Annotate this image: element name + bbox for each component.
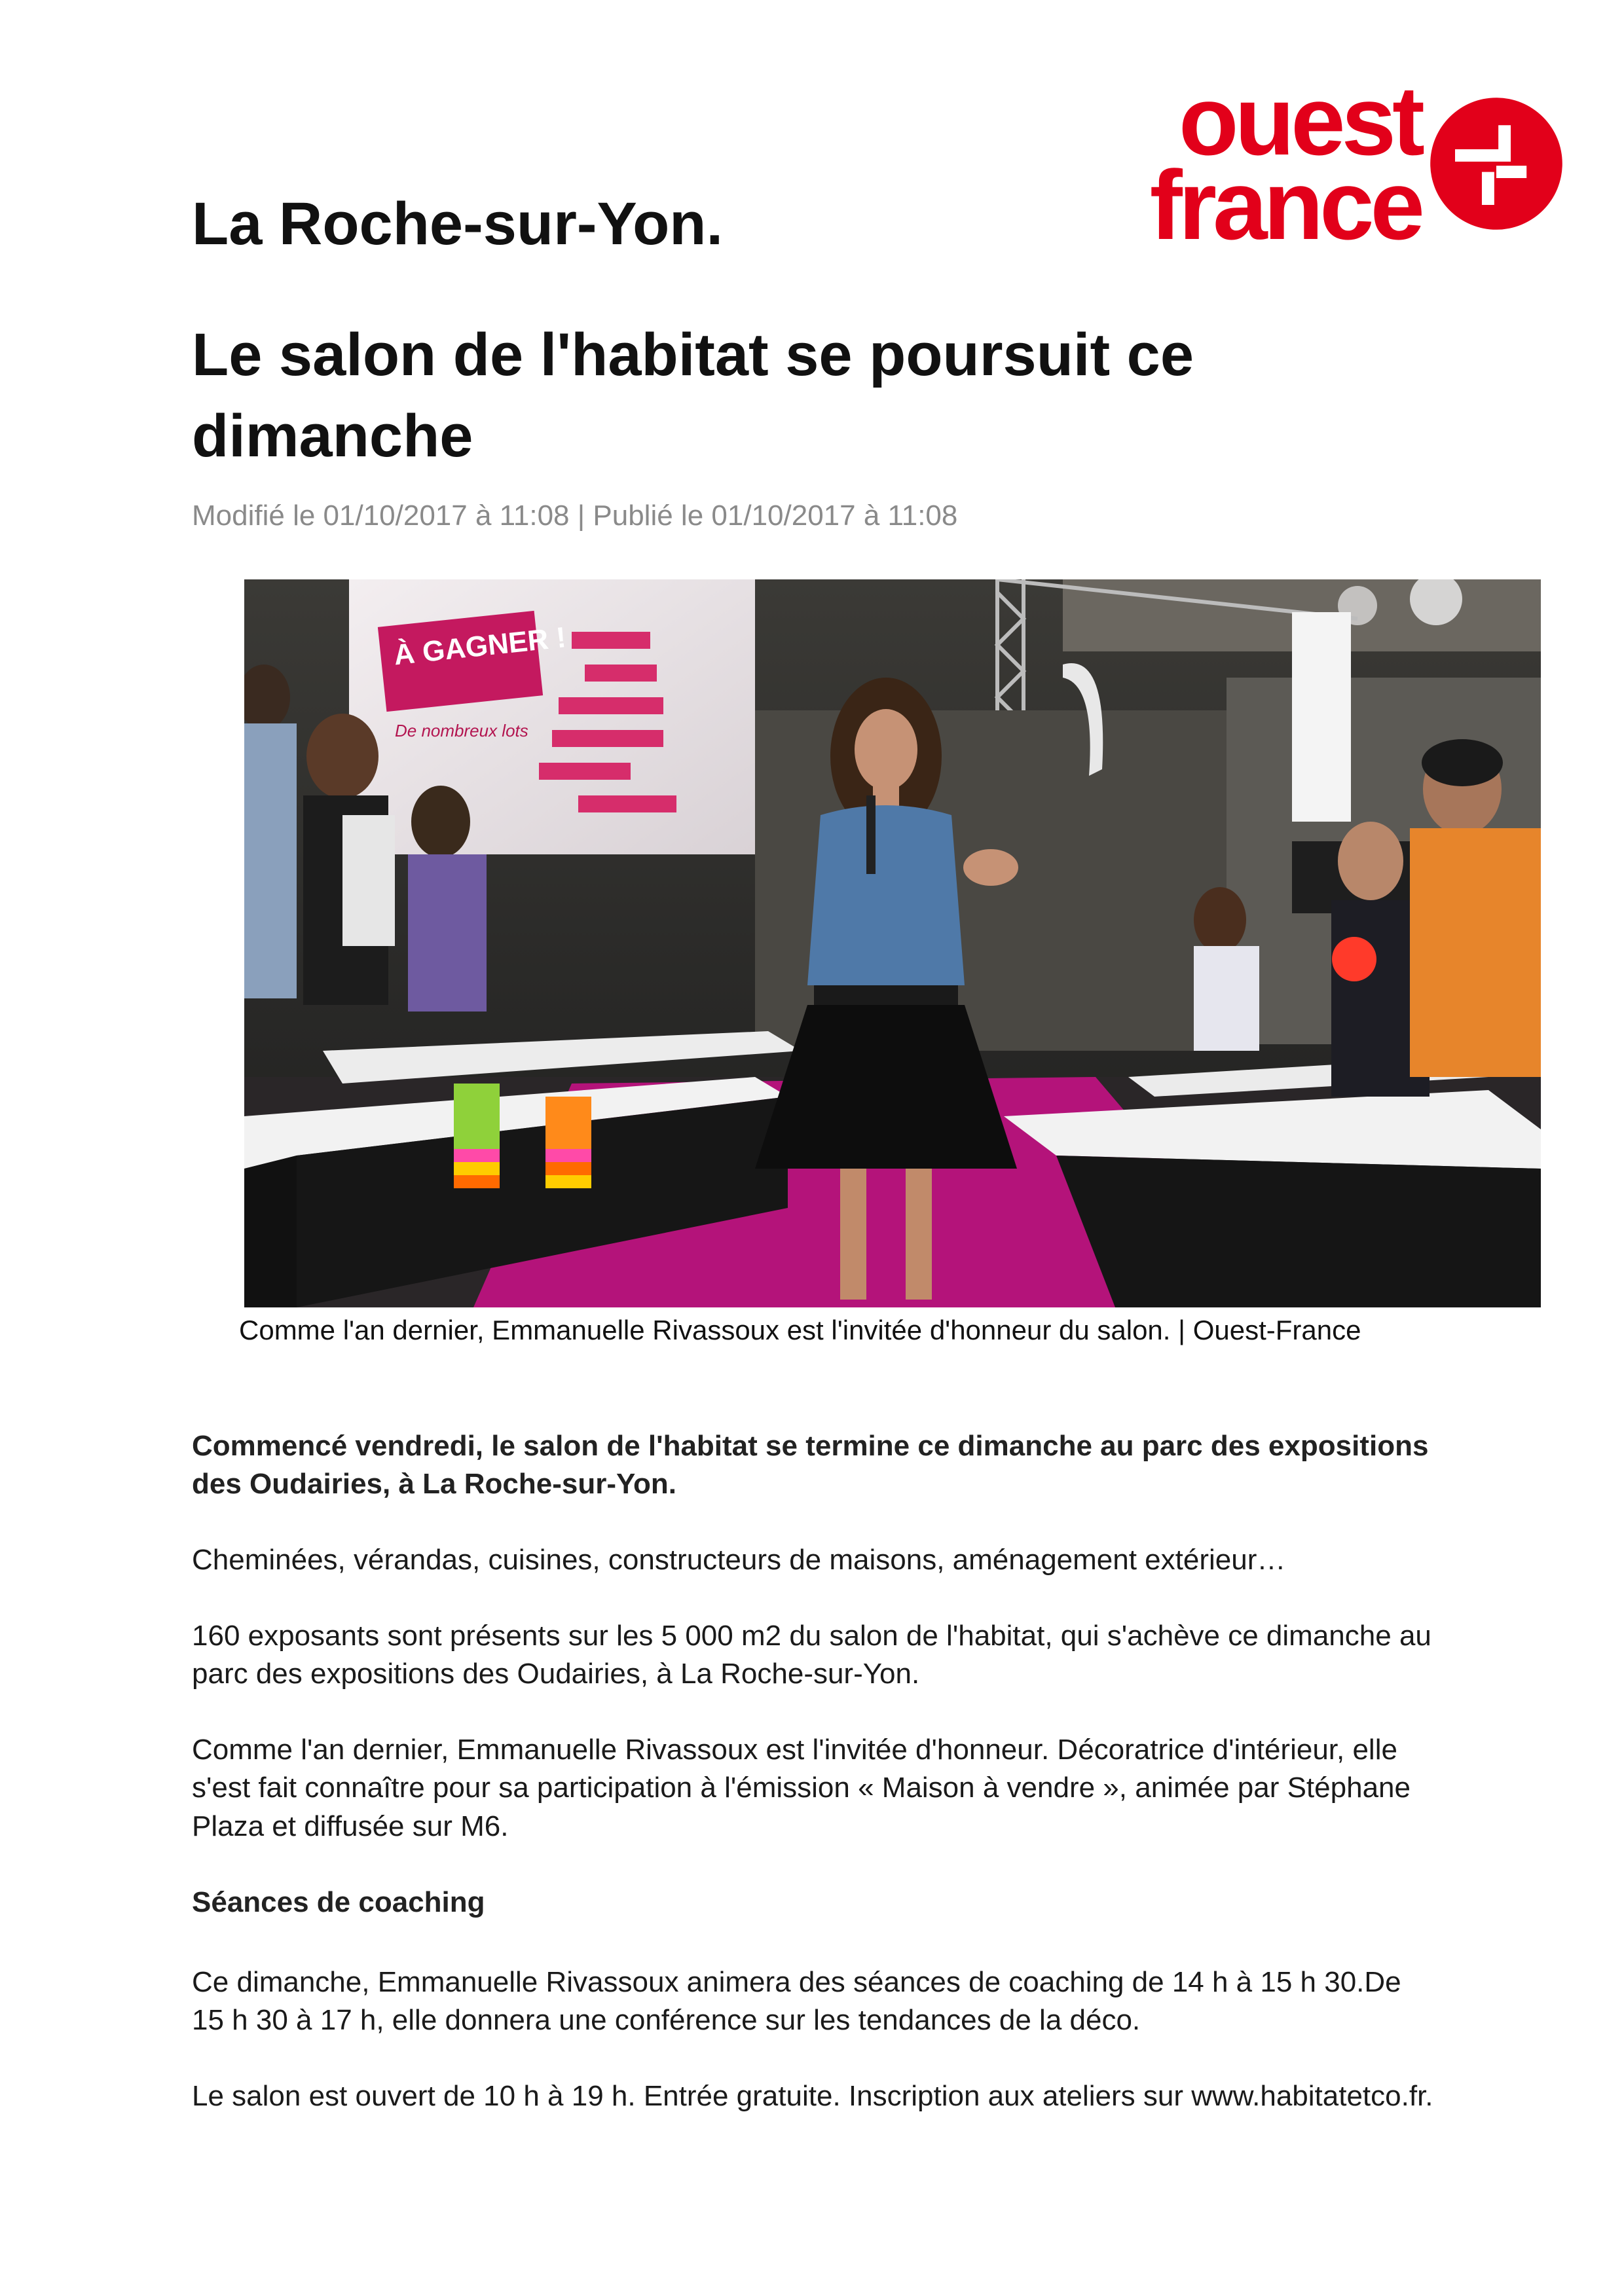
article-title: Le salon de l'habitat se poursuit ce dimanche	[192, 321, 1194, 470]
logo-wordmark	[1100, 65, 1421, 260]
article-dates: Modifié le 01/10/2017 à 11:08 | Publié le 01/10/2017 à 11:08	[192, 500, 958, 532]
article-photo	[244, 579, 1541, 1307]
screen-heading: À GAGNER !	[392, 621, 568, 672]
logo-line-2: france	[1149, 150, 1421, 260]
article-paragraph: Le salon est ouvert de 10 h à 19 h. Entrée gratuite. Inscription aux ateliers sur www.habitatetco.fr.	[192, 2079, 1433, 2112]
article-subheading: Séances de coaching	[192, 1886, 485, 1918]
ouest-france-logo	[1100, 65, 1572, 260]
article-body	[192, 1427, 1436, 2153]
article-paragraph: 160 exposants sont présents sur les 5 000 m2 du salon de l'habitat, qui s'achève ce dimanche au parc des expositions des Oudairies, à La Roche-sur-Yon.	[192, 1620, 1431, 1690]
article-kicker: La Roche-sur-Yon.	[192, 191, 724, 257]
article-paragraph: Comme l'an dernier, Emmanuelle Rivassoux est l'invitée d'honneur. Décoratrice d'intérieur, elle s'est fait connaître pour sa participation à l'émission « Maison à vendre », animée par Stéphane Plaza et diffusée sur M6.	[192, 1734, 1411, 1842]
article-paragraph: Ce dimanche, Emmanuelle Rivassoux animera des séances de coaching de 14 h à 15 h 30.De 15 h 30 à 17 h, elle donnera une conférence sur les tendances de la déco.	[192, 1965, 1401, 2036]
photo-caption: Comme l'an dernier, Emmanuelle Rivassoux est l'invitée d'honneur du salon. | Ouest-France	[239, 1315, 1361, 1345]
ouest-france-emblem-icon	[1428, 95, 1565, 232]
article-paragraph: Cheminées, vérandas, cuisines, constructeurs de maisons, aménagement extérieur…	[192, 1544, 1286, 1576]
article-lead: Commencé vendredi, le salon de l'habitat se termine ce dimanche au parc des expositions des Oudairies, à La Roche-sur-Yon.	[192, 1430, 1429, 1501]
logo-line-1: ouest	[1178, 65, 1421, 175]
screen-subtitle: De nombreux lots	[395, 721, 528, 740]
event-photo-illustration	[244, 579, 1541, 1307]
